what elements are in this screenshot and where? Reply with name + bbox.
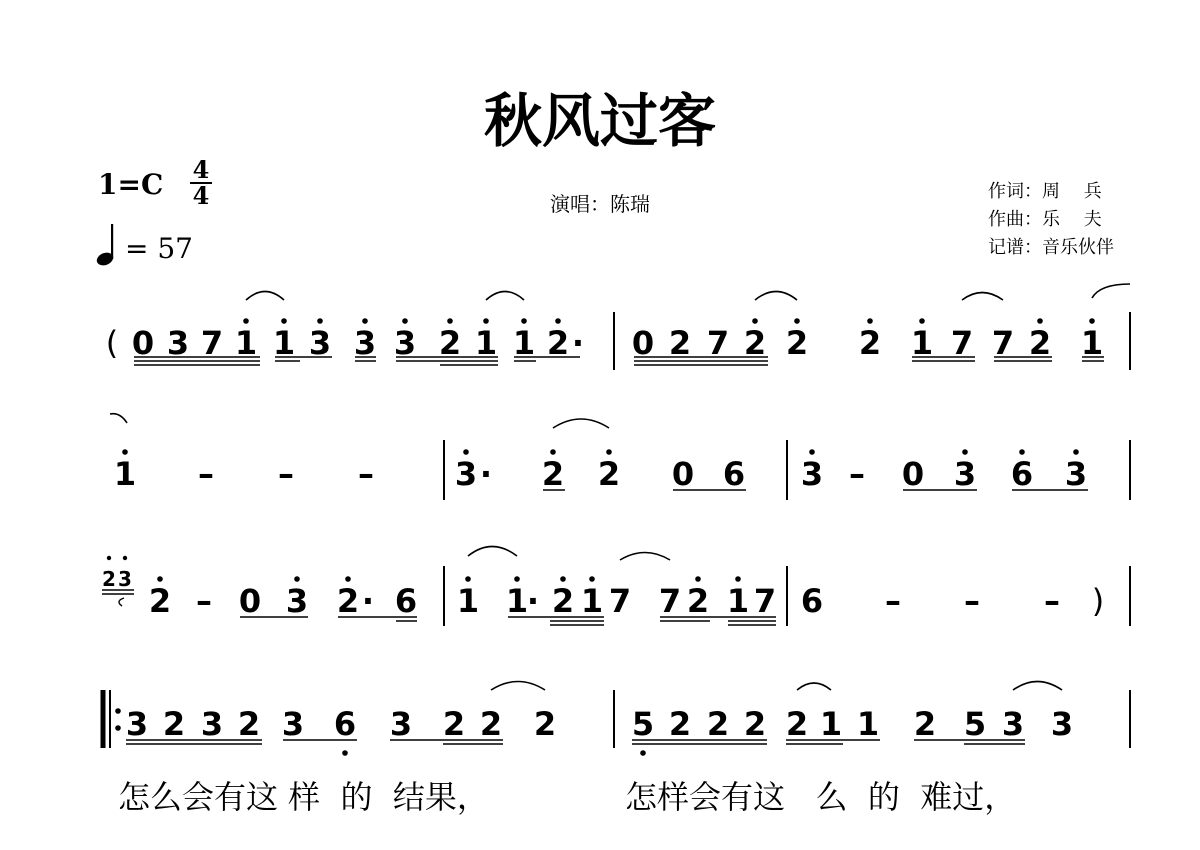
note: 2 (1028, 324, 1052, 362)
note: 7 (753, 582, 777, 620)
high-octave-dot (735, 576, 741, 582)
time-signature-bottom: 4 (192, 181, 210, 210)
note: 3 (454, 455, 478, 493)
high-octave-dot (514, 576, 520, 582)
note: 0 (238, 582, 262, 620)
augmentation-dot: · (479, 455, 493, 493)
note: 3 (953, 455, 977, 493)
note: 1 (113, 455, 137, 493)
note: 6 (800, 582, 824, 620)
high-octave-dot (809, 449, 815, 455)
note: 2 (743, 324, 767, 362)
high-octave-dot (317, 318, 323, 324)
note: 2 (668, 705, 692, 743)
note: 1 (234, 324, 258, 362)
note: 1 (856, 705, 880, 743)
high-octave-dot (962, 449, 968, 455)
note: 1 (726, 582, 750, 620)
note: 6 (394, 582, 418, 620)
high-octave-dot (447, 318, 453, 324)
note: 2 (913, 705, 937, 743)
note: 3 (1064, 455, 1088, 493)
low-octave-dot (640, 750, 646, 756)
repeat-dot (115, 725, 121, 731)
high-octave-dot (345, 576, 351, 582)
note: 7 (991, 324, 1015, 362)
note: 1 (456, 582, 480, 620)
parenthesis: ) (1091, 582, 1105, 620)
high-octave-dot (752, 318, 758, 324)
note: 2 (162, 705, 186, 743)
note: 3 (281, 705, 305, 743)
grace-notes (102, 556, 134, 606)
note: 3 (389, 705, 413, 743)
augmentation-dot: · (526, 582, 540, 620)
note: 2 (686, 582, 710, 620)
note: 7 (200, 324, 224, 362)
low-octave-dot (342, 750, 348, 756)
note: 3 (308, 324, 332, 362)
note: 2 (546, 324, 570, 362)
high-octave-dot (550, 449, 556, 455)
note: 3 (125, 705, 149, 743)
grace-note: 3 (118, 567, 132, 591)
high-octave-dot (1073, 449, 1079, 455)
dash-sustain: – (198, 455, 214, 493)
note: 2 (785, 705, 809, 743)
note: 7 (706, 324, 730, 362)
high-octave-dot (589, 576, 595, 582)
time-signature-top: 4 (192, 155, 210, 184)
high-octave-dot (281, 318, 287, 324)
dash-sustain: – (358, 455, 374, 493)
note: 2 (533, 705, 557, 743)
note: 6 (1010, 455, 1034, 493)
high-octave-dot (919, 318, 925, 324)
high-octave-dot (1089, 318, 1095, 324)
note: 3 (1001, 705, 1025, 743)
dash-sustain: – (885, 582, 901, 620)
score-marks (102, 284, 1130, 756)
note: 5 (631, 705, 655, 743)
note: 3 (166, 324, 190, 362)
dash-sustain: – (964, 582, 980, 620)
repeat-dot (115, 708, 121, 714)
beam-lines (126, 357, 1104, 744)
high-octave-dot (555, 318, 561, 324)
high-octave-dot (463, 449, 469, 455)
composer-credit: 作曲：乐 夫 (988, 209, 1102, 230)
augmentation-dot: · (571, 324, 585, 362)
note: 1 (580, 582, 604, 620)
note: 0 (631, 324, 655, 362)
note: 2 (442, 705, 466, 743)
lyrics-line: 怎么会有这 样 的 结果， (118, 778, 489, 816)
singer-credit: 演唱：陈瑞 (550, 192, 650, 216)
note: 2 (336, 582, 360, 620)
note: 2 (858, 324, 882, 362)
transcriber-credit: 记谱：音乐伙伴 (988, 237, 1114, 258)
note: 3 (1050, 705, 1074, 743)
dash-sustain: – (278, 455, 294, 493)
high-octave-dot (362, 318, 368, 324)
note: 2 (785, 324, 809, 362)
dash-sustain: – (1044, 582, 1060, 620)
note: 1 (272, 324, 296, 362)
note: 3 (353, 324, 377, 362)
high-octave-dot (1019, 449, 1025, 455)
note: 2 (479, 705, 503, 743)
grace-note: 2 (102, 567, 116, 591)
note: 2 (551, 582, 575, 620)
note: 0 (131, 324, 155, 362)
high-octave-dot (867, 318, 873, 324)
note: 2 (237, 705, 261, 743)
note: 5 (963, 705, 987, 743)
key-signature: 1=C (98, 168, 164, 201)
dash-sustain: – (196, 582, 212, 620)
high-octave-dot (483, 318, 489, 324)
note: 3 (285, 582, 309, 620)
high-octave-dot (294, 576, 300, 582)
note: 3 (800, 455, 824, 493)
high-octave-dot (695, 576, 701, 582)
note: 7 (608, 582, 632, 620)
high-octave-dot (465, 576, 471, 582)
note: 2 (148, 582, 172, 620)
high-octave-dot (402, 318, 408, 324)
dash-sustain: – (849, 455, 865, 493)
high-octave-dot (243, 318, 249, 324)
score-title: 秋风过客 (483, 87, 716, 155)
note: 6 (722, 455, 746, 493)
note: 7 (950, 324, 974, 362)
lyrics-line: 怎样会有这 么 的 难过， (625, 778, 1017, 816)
note: 6 (333, 705, 357, 743)
note: 2 (706, 705, 730, 743)
high-octave-dot (521, 318, 527, 324)
high-octave-dot (606, 449, 612, 455)
note: 2 (438, 324, 462, 362)
note: 2 (597, 455, 621, 493)
high-octave-dot (157, 576, 163, 582)
high-octave-dot (794, 318, 800, 324)
parenthesis: ( (105, 324, 119, 362)
note: 2 (743, 705, 767, 743)
high-octave-dot (1037, 318, 1043, 324)
lyricist-credit: 作词：周 兵 (988, 181, 1102, 202)
note: 1 (474, 324, 498, 362)
note: 7 (658, 582, 682, 620)
note: 1 (1080, 324, 1104, 362)
note: 1 (910, 324, 934, 362)
note: 1 (512, 324, 536, 362)
high-octave-dot (122, 449, 128, 455)
note: 2 (668, 324, 692, 362)
note: 0 (671, 455, 695, 493)
augmentation-dot: · (361, 582, 375, 620)
note: 1 (819, 705, 843, 743)
note: 3 (393, 324, 417, 362)
note: 1 (505, 582, 529, 620)
note: 3 (200, 705, 224, 743)
high-octave-dot (560, 576, 566, 582)
note: 2 (541, 455, 565, 493)
note: 0 (901, 455, 925, 493)
tempo-value: = 57 (125, 232, 193, 265)
